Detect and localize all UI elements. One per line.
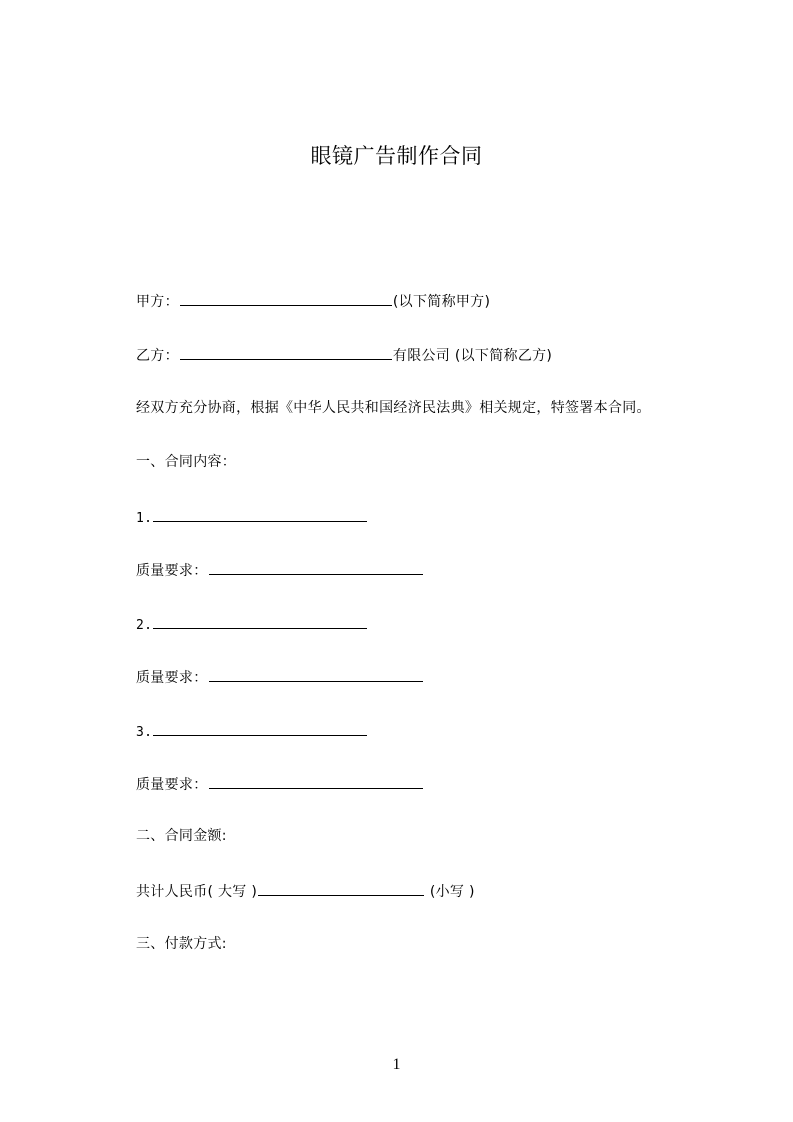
- item-3-quality-line: [136, 773, 424, 795]
- item-3-line: [136, 720, 368, 743]
- section-3-heading: 三、付款方式:: [136, 936, 227, 952]
- item-2-quality-line: [136, 666, 424, 688]
- item-2-number: 2.: [136, 618, 153, 633]
- item-1-quality-label: 质量要求：: [136, 563, 208, 579]
- item-3-quality-blank[interactable]: [209, 773, 423, 789]
- party-b-blank[interactable]: [180, 344, 392, 360]
- item-2-quality-label: 质量要求：: [136, 670, 208, 686]
- item-3-number: 3.: [136, 725, 153, 740]
- item-1-line: [136, 506, 368, 529]
- amount-line: [136, 880, 475, 902]
- party-b-label: 乙方：: [136, 348, 179, 364]
- party-a-suffix: (以下简称甲方): [392, 294, 491, 310]
- item-1-quality-line: [136, 559, 424, 581]
- item-2-blank[interactable]: [153, 613, 367, 629]
- amount-suffix: (小写 ): [425, 884, 475, 900]
- party-b-line: [136, 344, 552, 366]
- preamble-text: 经双方充分协商，根据《中华人民共和国经济民法典》相关规定，特签署本合同。: [136, 400, 651, 416]
- item-1-number: 1.: [136, 511, 153, 526]
- amount-uppercase-blank[interactable]: [258, 880, 424, 896]
- party-a-line: [136, 290, 490, 312]
- party-b-suffix: 有限公司 (以下简称乙方): [392, 348, 553, 364]
- page-number: 1: [392, 1056, 401, 1073]
- section-1-heading: 一、合同内容：: [136, 454, 237, 470]
- item-3-quality-label: 质量要求：: [136, 777, 208, 793]
- item-1-blank[interactable]: [153, 506, 367, 522]
- party-a-blank[interactable]: [180, 290, 392, 306]
- item-1-quality-blank[interactable]: [209, 559, 423, 575]
- party-a-label: 甲方：: [136, 294, 179, 310]
- item-2-line: [136, 613, 368, 636]
- section-2-heading: 二、合同金额:: [136, 828, 227, 844]
- item-3-blank[interactable]: [153, 720, 367, 736]
- amount-prefix: 共计人民币( 大写 ): [136, 884, 258, 900]
- item-2-quality-blank[interactable]: [209, 666, 423, 682]
- contract-title: 眼镜广告制作合同: [310, 144, 483, 168]
